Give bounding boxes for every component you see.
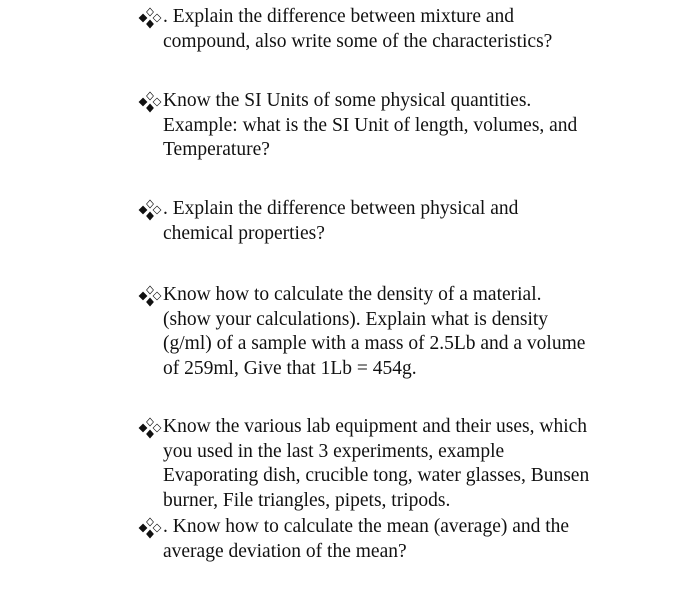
list-item [138, 283, 658, 381]
item-text: . Explain the difference between mixture and compound, also write some of the characteristics? [163, 6, 553, 52]
list-item [138, 5, 658, 54]
list-item [138, 415, 658, 513]
four-diamond-bullet-icon [138, 199, 162, 221]
item-text: Know how to calculate the density of a material. (show your calculations). Explain what is density (g/ml) of a sample with a mass of 2.5Lb and a volume of 259ml, Give that 1Lb = 454g. [163, 284, 586, 379]
item-text: Know the SI Units of some physical quantities. Example: what is the SI Unit of length, volumes, and Temperature? [163, 90, 578, 160]
item-text: . Explain the difference between physical and chemical properties? [163, 198, 519, 244]
four-diamond-bullet-icon [138, 517, 162, 539]
list-item [138, 89, 658, 163]
four-diamond-bullet-icon [138, 417, 162, 439]
list-item [138, 197, 658, 246]
item-text: Know the various lab equipment and their uses, which you used in the last 3 experiments, example Evaporating dish, crucible tong, water glasses, Bunsen burner, File triangles, pipets, tripods. [163, 416, 590, 511]
item-text: . Know how to calculate the mean (average) and the average deviation of the mean? [163, 516, 570, 562]
four-diamond-bullet-icon [138, 91, 162, 113]
list-item [138, 515, 658, 564]
four-diamond-bullet-icon [138, 285, 162, 307]
four-diamond-bullet-icon [138, 7, 162, 29]
